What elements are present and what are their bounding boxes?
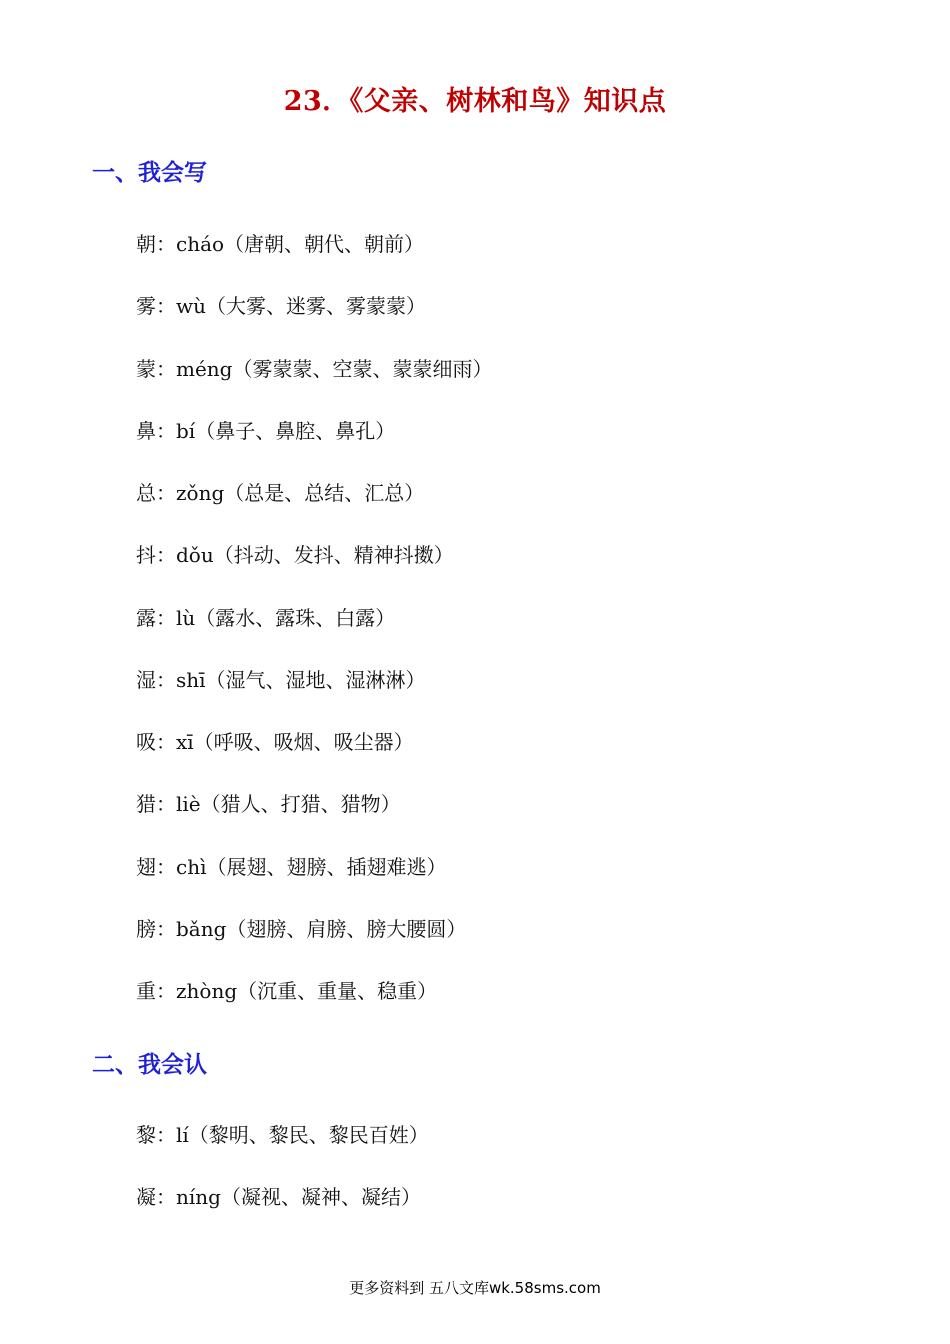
vocab-entry: 总：zǒng（总是、总结、汇总） [136,481,425,505]
vocab-entry: 朝：cháo（唐朝、朝代、朝前） [136,232,425,256]
vocab-entry: 湿：shī（湿气、湿地、湿淋淋） [136,668,426,692]
vocab-entry: 猎：liè（猎人、打猎、猎物） [136,792,401,816]
vocab-entry: 凝：níng（凝视、凝神、凝结） [136,1185,421,1209]
vocab-entry: 黎：lí（黎明、黎民、黎民百姓） [136,1123,429,1147]
vocab-entry: 雾：wù（大雾、迷雾、雾蒙蒙） [136,294,426,318]
vocab-entry: 抖：dǒu（抖动、发抖、精神抖擞） [136,543,454,567]
vocab-entry: 露：lù（露水、露珠、白露） [136,606,396,630]
vocab-entry: 吸：xī（呼吸、吸烟、吸尘器） [136,730,414,754]
footer-source-text: 更多资料到 五八文库wk.58sms.com [349,1279,601,1297]
vocab-entry: 鼻：bí（鼻子、鼻腔、鼻孔） [136,419,396,443]
section-heading-write: 一、我会写 [92,159,207,186]
vocab-entry: 蒙：méng（雾蒙蒙、空蒙、蒙蒙细雨） [136,357,493,381]
page-title: 23．《父亲、树林和鸟》知识点 [283,86,667,117]
vocab-entry: 翅：chì（展翅、翅膀、插翅难逃） [136,855,447,879]
vocab-entry: 重：zhòng（沉重、重量、稳重） [136,979,438,1003]
vocab-entry: 膀：bǎng（翅膀、肩膀、膀大腰圆） [136,917,467,941]
section-heading-recognize: 二、我会认 [92,1051,207,1078]
